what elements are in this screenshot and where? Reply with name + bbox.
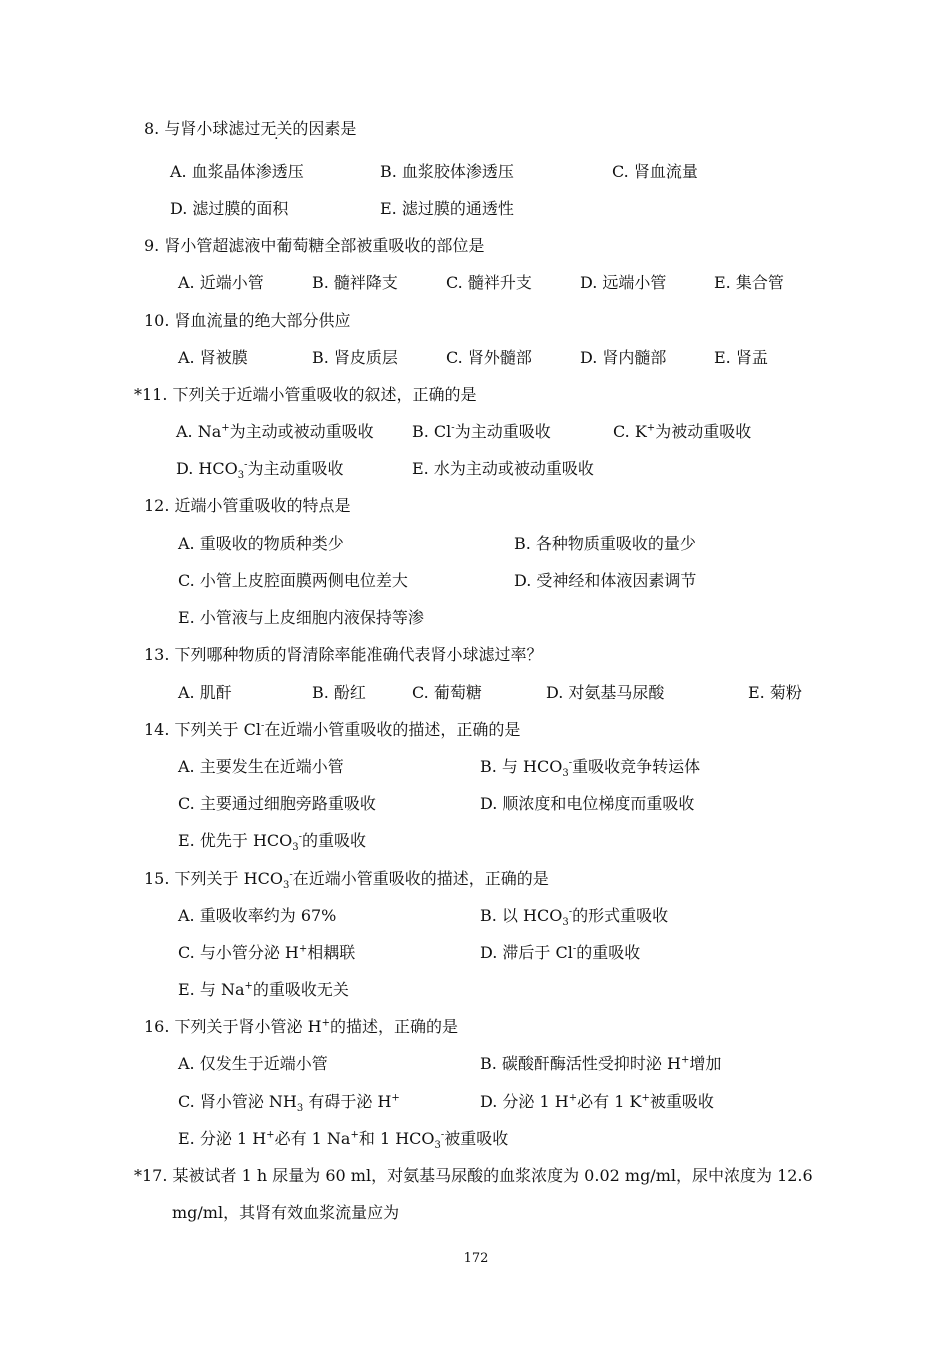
q12-option-a: A. 重吸收的物质种类少 — [178, 534, 344, 553]
q10-option-d: D. 肾内髓部 — [580, 348, 667, 367]
q9-option-e: E. 集合管 — [714, 273, 784, 292]
q14-option-d: D. 顺浓度和电位梯度而重吸收 — [480, 794, 695, 813]
q8-option-c: C. 肾血流量 — [612, 162, 698, 181]
q8-option-d: D. 滤过膜的面积 — [170, 199, 289, 218]
q14-option-a: A. 主要发生在近端小管 — [178, 757, 344, 776]
q15-option-e: E. 与 Na+的重吸收无关 — [178, 980, 349, 999]
q16-option-b: B. 碳酸酐酶活性受抑时泌 H+增加 — [480, 1054, 722, 1073]
question-11-stem: *11. 下列关于近端小管重吸收的叙述，正确的是 — [134, 385, 477, 404]
q11-option-e: E. 水为主动或被动重吸收 — [412, 459, 594, 478]
q12-option-e: E. 小管液与上皮细胞内液保持等渗 — [178, 608, 424, 627]
q13-option-d: D. 对氨基马尿酸 — [546, 683, 665, 702]
q15-option-a: A. 重吸收率约为 67% — [178, 906, 337, 925]
question-13-stem: 13. 下列哪种物质的肾清除率能准确代表肾小球滤过率？ — [144, 645, 543, 664]
q16-option-d: D. 分泌 1 H+必有 1 K+被重吸收 — [480, 1092, 714, 1111]
q13-option-e: E. 菊粉 — [748, 683, 802, 702]
q9-option-a: A. 近端小管 — [178, 273, 264, 292]
question-17-stem-line-2: mg/ml，其肾有效血浆流量应为 — [172, 1203, 400, 1222]
q15-option-c: C. 与小管分泌 H+相耦联 — [178, 943, 356, 962]
q10-option-e: E. 肾盂 — [714, 348, 768, 367]
q11-option-b: B. Cl-为主动重吸收 — [412, 422, 551, 441]
q8-option-a: A. 血浆晶体渗透压 — [170, 162, 304, 181]
q14-option-c: C. 主要通过细胞旁路重吸收 — [178, 794, 376, 813]
page-number: 172 — [463, 1251, 489, 1266]
q13-option-a: A. 肌酐 — [178, 683, 232, 702]
q11-option-c: C. K+为被动重吸收 — [613, 422, 752, 441]
q8-option-b: B. 血浆胶体渗透压 — [380, 162, 514, 181]
question-9-stem: 9. 肾小管超滤液中葡萄糖全部被重吸收的部位是 — [144, 236, 485, 255]
q9-option-c: C. 髓袢升支 — [446, 273, 532, 292]
emphasis-text: 无关 — [260, 119, 293, 138]
q9-option-d: D. 远端小管 — [580, 273, 667, 292]
question-17-stem-line-1: *17. 某被试者 1 h 尿量为 60 ml，对氨基马尿酸的血浆浓度为 0.02 mg/ml，尿中浓度为 12.6 — [134, 1166, 813, 1185]
question-8-stem: 8. 与肾小球滤过无关的因素是 — [144, 119, 357, 138]
q10-option-c: C. 肾外髓部 — [446, 348, 532, 367]
question-16-stem: 16. 下列关于肾小管泌 H+的描述，正确的是 — [144, 1017, 458, 1036]
q13-option-b: B. 酚红 — [312, 683, 366, 702]
q16-option-a: A. 仅发生于近端小管 — [178, 1054, 328, 1073]
q13-option-c: C. 葡萄糖 — [412, 683, 482, 702]
q14-option-b: B. 与 $HCO_3^-$重吸收竞争转运体 — [480, 757, 701, 780]
q11-option-a: A. Na+为主动或被动重吸收 — [176, 422, 374, 441]
q11-option-d: D. $HCO_3^-$为主动重吸收 — [176, 459, 344, 482]
q16-option-e: E. 分泌 1 H+必有 1 Na+和 1 $HCO_3^-$被重吸收 — [178, 1129, 509, 1152]
q12-option-d: D. 受神经和体液因素调节 — [514, 571, 697, 590]
q15-option-d: D. 滞后于 Cl-的重吸收 — [480, 943, 641, 962]
q12-option-b: B. 各种物质重吸收的量少 — [514, 534, 696, 553]
q10-option-a: A. 肾被膜 — [178, 348, 248, 367]
question-15-stem: 15. 下列关于 $HCO_3^-$在近端小管重吸收的描述，正确的是 — [144, 869, 549, 892]
q14-option-e: E. 优先于 $HCO_3^-$的重吸收 — [178, 831, 367, 854]
question-10-stem: 10. 肾血流量的绝大部分供应 — [144, 311, 351, 330]
q12-option-c: C. 小管上皮腔面膜两侧电位差大 — [178, 571, 408, 590]
q16-option-c: C. 肾小管泌 $NH_3$ 有碍于泌 H+ — [178, 1092, 400, 1115]
q9-option-b: B. 髓袢降支 — [312, 273, 398, 292]
question-14-stem: 14. 下列关于 Cl-在近端小管重吸收的描述，正确的是 — [144, 720, 521, 739]
q15-option-b: B. 以 $HCO_3^-$的形式重吸收 — [480, 906, 669, 929]
q8-option-e: E. 滤过膜的通透性 — [380, 199, 514, 218]
q10-option-b: B. 肾皮质层 — [312, 348, 398, 367]
question-12-stem: 12. 近端小管重吸收的特点是 — [144, 496, 351, 515]
